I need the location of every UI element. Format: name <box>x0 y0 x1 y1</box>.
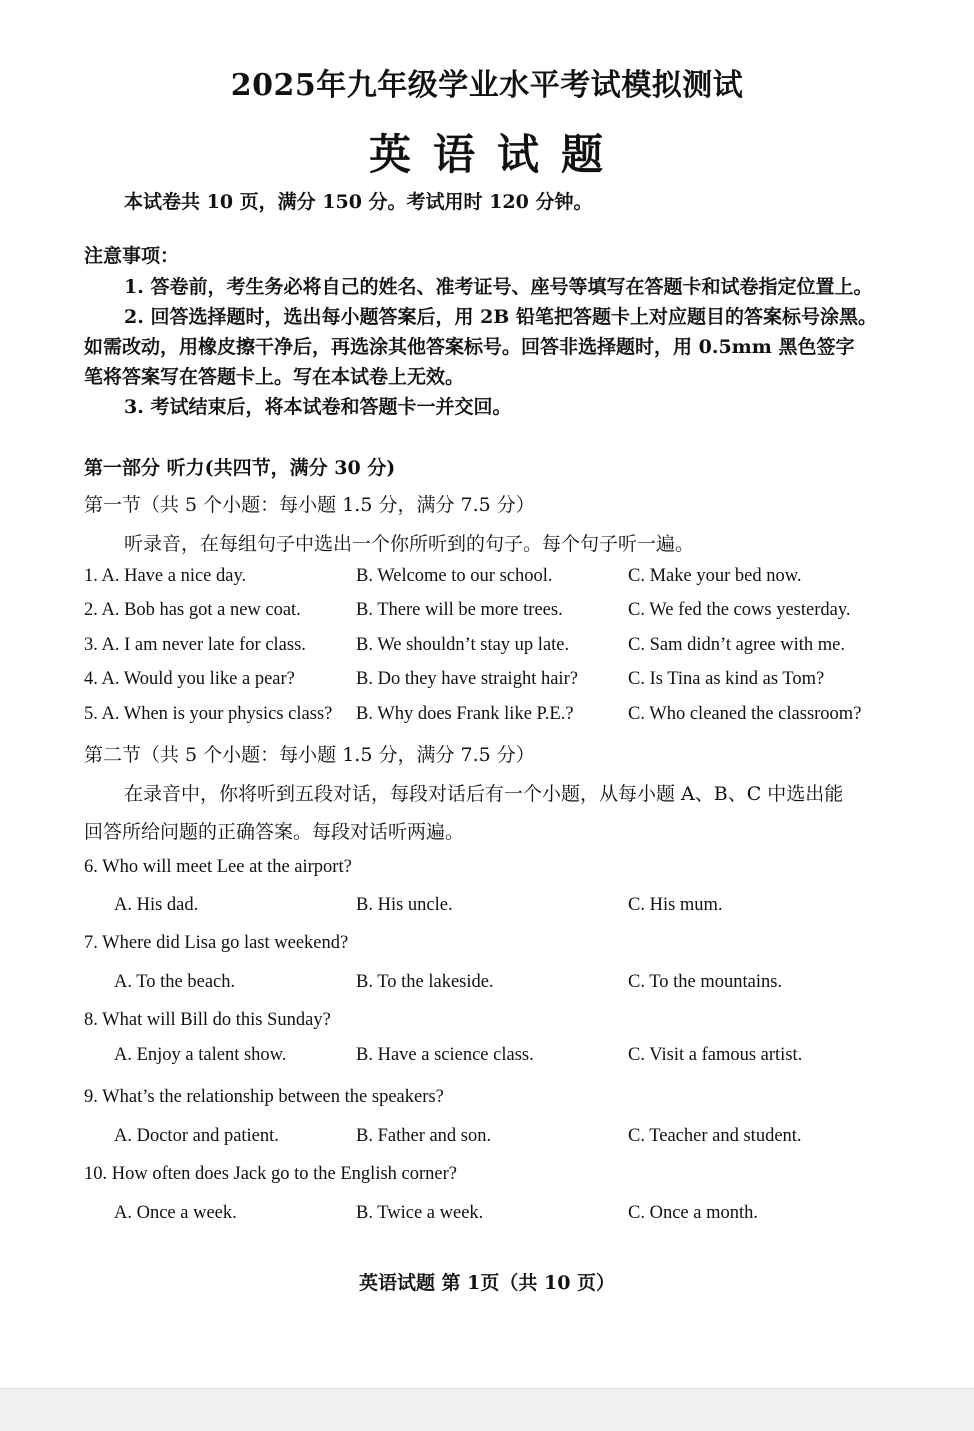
part-1-heading: 第一部分 听力(共四节，满分 30 分) <box>84 457 396 479</box>
option-c: C. We fed the cows yesterday. <box>628 600 851 620</box>
section-2-heading: 第二节（共 5 个小题：每小题 1.5 分，满分 7.5 分） <box>84 744 535 766</box>
option-a: 2. A. Bob has got a new coat. <box>84 600 301 620</box>
option-b: B. To the lakeside. <box>356 972 494 992</box>
option-a: A. His dad. <box>114 895 199 915</box>
option-b: B. His uncle. <box>356 895 453 915</box>
option-b: B. Welcome to our school. <box>356 566 553 586</box>
notice-item-2-line-2: 如需改动，用橡皮擦干净后，再选涂其他答案标号。回答非选择题时，用 0.5mm 黑色签字 <box>84 336 855 358</box>
option-b: B. Do they have straight hair? <box>356 669 578 689</box>
exam-info: 本试卷共 10 页，满分 150 分。考试用时 120 分钟。 <box>124 191 593 213</box>
notice-item-1: 1. 答卷前，考生务必将自己的姓名、准考证号、座号等填写在答题卡和试卷指定位置上。 <box>124 276 873 298</box>
notice-item-2-line-1: 2. 回答选择题时，选出每小题答案后，用 2B 铅笔把答题卡上对应题目的答案标号涂黑。 <box>124 306 877 328</box>
option-c: C. Make your bed now. <box>628 566 802 586</box>
option-b: B. Twice a week. <box>356 1203 484 1223</box>
section-1-instruction: 听录音，在每组句子中选出一个你所听到的句子。每个句子听一遍。 <box>124 533 695 555</box>
question-8: 8. What will Bill do this Sunday? <box>84 1010 331 1030</box>
option-a: A. Doctor and patient. <box>114 1126 279 1146</box>
section-1-heading: 第一节（共 5 个小题：每小题 1.5 分，满分 7.5 分） <box>84 494 535 516</box>
option-c: C. Is Tina as kind as Tom? <box>628 669 825 689</box>
question-7: 7. Where did Lisa go last weekend? <box>84 933 349 953</box>
option-c: C. Visit a famous artist. <box>628 1045 803 1065</box>
option-c: C. Who cleaned the classroom? <box>628 704 862 724</box>
option-a: 3. A. I am never late for class. <box>84 635 306 655</box>
option-c: C. Sam didn’t agree with me. <box>628 635 845 655</box>
option-b: B. Father and son. <box>356 1126 492 1146</box>
question-9: 9. What’s the relationship between the speakers? <box>84 1087 444 1107</box>
exam-title: 2025年九年级学业水平考试模拟测试 <box>230 68 744 103</box>
notice-item-2-line-3: 笔将答案写在答题卡上。写在本试卷上无效。 <box>84 366 465 388</box>
option-a: A. Once a week. <box>114 1203 237 1223</box>
option-c: C. Teacher and student. <box>628 1126 802 1146</box>
option-b: B. Why does Frank like P.E.? <box>356 704 574 724</box>
question-6: 6. Who will meet Lee at the airport? <box>84 857 352 877</box>
option-a: 4. A. Would you like a pear? <box>84 669 295 689</box>
option-b: B. Have a science class. <box>356 1045 534 1065</box>
subject-title: 英语试题 <box>368 130 625 179</box>
section-2-instruction-line-1: 在录音中，你将听到五段对话，每段对话后有一个小题，从每小题 A、B、C 中选出能 <box>124 783 844 805</box>
section-2-instruction-line-2: 回答所给问题的正确答案。每段对话听两遍。 <box>84 821 465 843</box>
page-footer: 英语试题 第 1页（共 10 页） <box>358 1272 616 1294</box>
option-a: A. Enjoy a talent show. <box>114 1045 287 1065</box>
option-a: A. To the beach. <box>114 972 236 992</box>
option-a: 1. A. Have a nice day. <box>84 566 247 586</box>
option-b: B. There will be more trees. <box>356 600 563 620</box>
option-c: C. His mum. <box>628 895 723 915</box>
question-10: 10. How often does Jack go to the English corner? <box>84 1164 457 1184</box>
option-c: C. Once a month. <box>628 1203 758 1223</box>
option-a: 5. A. When is your physics class? <box>84 704 333 724</box>
bottom-strip <box>0 1388 974 1431</box>
option-b: B. We shouldn’t stay up late. <box>356 635 570 655</box>
notice-item-3: 3. 考试结束后，将本试卷和答题卡一并交回。 <box>124 396 512 418</box>
notice-heading: 注意事项： <box>84 245 180 267</box>
option-c: C. To the mountains. <box>628 972 783 992</box>
